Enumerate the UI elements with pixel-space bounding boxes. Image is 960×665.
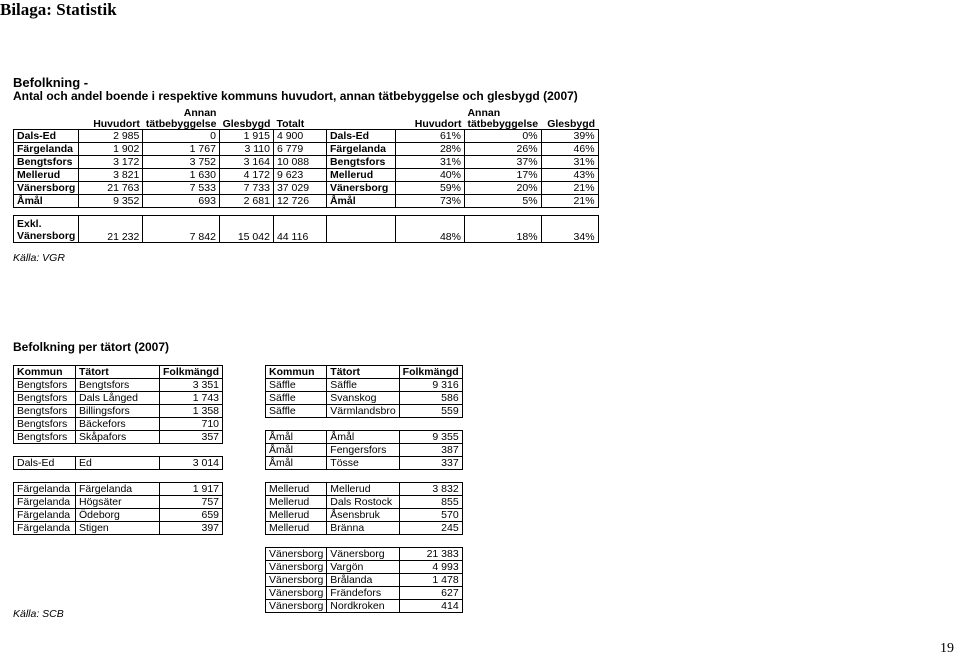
page-number: 19 bbox=[940, 641, 954, 656]
kommun-cell: Säffle bbox=[266, 392, 327, 405]
table-header-row bbox=[14, 366, 223, 379]
spacer-cell bbox=[14, 208, 79, 216]
count-cell: 3 164 bbox=[219, 156, 273, 169]
kommun-cell: Färgelanda bbox=[14, 509, 76, 522]
total-cell: 4 900 bbox=[273, 130, 326, 143]
folkmangd-cell: 337 bbox=[399, 457, 462, 470]
tatort-cell: Bengtsfors bbox=[76, 379, 160, 392]
share-cell: 21% bbox=[541, 195, 598, 208]
count-cell: 7 733 bbox=[219, 182, 273, 195]
spacer-cell bbox=[160, 470, 223, 483]
share-cell: 28% bbox=[395, 143, 464, 156]
count-cell: 2 985 bbox=[79, 130, 143, 143]
tatort-cell: Dals Rostock bbox=[327, 496, 399, 509]
table-row bbox=[14, 143, 599, 156]
table-header-row bbox=[266, 366, 463, 379]
kommun-cell: Vänersborg bbox=[266, 587, 327, 600]
count-cell: 21 763 bbox=[79, 182, 143, 195]
tatort-cell: Färgelanda bbox=[76, 483, 160, 496]
section2-heading: Befolkning per tätort (2007) bbox=[13, 340, 170, 354]
column-header: Tätort bbox=[327, 366, 399, 379]
tatort-cell: Nordkroken bbox=[327, 600, 399, 613]
column-header: Folkmängd bbox=[399, 366, 462, 379]
spacer-cell bbox=[266, 535, 327, 548]
spacer-row bbox=[266, 418, 463, 431]
count-cell: 3 821 bbox=[79, 169, 143, 182]
spacer-cell bbox=[219, 208, 273, 216]
table-row bbox=[14, 182, 599, 195]
spacer-cell bbox=[399, 470, 462, 483]
tatort-cell: Stigen bbox=[76, 522, 160, 535]
kommun-cell: Bengtsfors bbox=[14, 392, 76, 405]
share-cell: 34% bbox=[541, 216, 598, 243]
count-cell: 7 842 bbox=[143, 216, 220, 243]
spacer-row bbox=[14, 208, 599, 216]
excl-label-line1: Exkl. bbox=[17, 218, 42, 230]
folkmangd-cell: 21 383 bbox=[399, 548, 462, 561]
share-cell: 21% bbox=[541, 182, 598, 195]
table-row bbox=[14, 195, 599, 208]
total-cell: 9 623 bbox=[273, 169, 326, 182]
kommun-cell: Säffle bbox=[266, 405, 327, 418]
spacer-cell bbox=[76, 470, 160, 483]
folkmangd-cell: 1 358 bbox=[160, 405, 223, 418]
spacer-row bbox=[266, 470, 463, 483]
spacer-cell bbox=[399, 535, 462, 548]
kommun-cell: Vänersborg bbox=[266, 548, 327, 561]
source-scb: Källa: SCB bbox=[13, 608, 64, 620]
tatort-cell: Vänersborg bbox=[327, 548, 399, 561]
tatort-cell: Värmlandsbro bbox=[327, 405, 399, 418]
tatort-cell: Svanskog bbox=[327, 392, 399, 405]
share-column-header: Glesbygd bbox=[541, 108, 598, 130]
table-row bbox=[266, 483, 463, 496]
tatort-cell: Ed bbox=[76, 457, 160, 470]
spacer-row bbox=[14, 470, 223, 483]
municipality-name: Mellerud bbox=[14, 169, 79, 182]
folkmangd-cell: 245 bbox=[399, 522, 462, 535]
table-row bbox=[266, 405, 463, 418]
municipality-name-2: Mellerud bbox=[326, 169, 395, 182]
table-row bbox=[14, 457, 223, 470]
spacer-cell bbox=[79, 208, 143, 216]
section1-heading: Befolkning - bbox=[13, 75, 89, 90]
kommun-cell: Färgelanda bbox=[14, 522, 76, 535]
localities-table-left bbox=[13, 365, 223, 535]
kommun-cell: Säffle bbox=[266, 379, 327, 392]
folkmangd-cell: 1 478 bbox=[399, 574, 462, 587]
kommun-cell: Dals-Ed bbox=[14, 457, 76, 470]
total-cell: 37 029 bbox=[273, 182, 326, 195]
header-blank bbox=[326, 108, 395, 130]
table-row bbox=[266, 561, 463, 574]
population-distribution-table bbox=[13, 108, 599, 243]
share-cell: 31% bbox=[541, 156, 598, 169]
column-header: Folkmängd bbox=[160, 366, 223, 379]
kommun-cell: Vänersborg bbox=[266, 574, 327, 587]
folkmangd-cell: 3 832 bbox=[399, 483, 462, 496]
spacer-cell bbox=[541, 208, 598, 216]
tatort-cell: Åmål bbox=[327, 431, 399, 444]
kommun-cell: Åmål bbox=[266, 431, 327, 444]
table-row bbox=[14, 522, 223, 535]
folkmangd-cell: 757 bbox=[160, 496, 223, 509]
total-cell: 12 726 bbox=[273, 195, 326, 208]
folkmangd-cell: 4 993 bbox=[399, 561, 462, 574]
share-cell: 46% bbox=[541, 143, 598, 156]
folkmangd-cell: 855 bbox=[399, 496, 462, 509]
folkmangd-cell: 387 bbox=[399, 444, 462, 457]
spacer-cell bbox=[76, 444, 160, 457]
spacer-cell bbox=[327, 470, 399, 483]
total-cell: 6 779 bbox=[273, 143, 326, 156]
blank-cell bbox=[326, 216, 395, 243]
tatort-cell: Frändefors bbox=[327, 587, 399, 600]
tatort-cell: Högsäter bbox=[76, 496, 160, 509]
count-cell: 3 172 bbox=[79, 156, 143, 169]
spacer-cell bbox=[143, 208, 220, 216]
folkmangd-cell: 659 bbox=[160, 509, 223, 522]
table-row bbox=[266, 496, 463, 509]
share-cell: 17% bbox=[464, 169, 541, 182]
municipality-name: Färgelanda bbox=[14, 143, 79, 156]
page-title: Bilaga: Statistik bbox=[0, 0, 117, 19]
tatort-cell: Vargön bbox=[327, 561, 399, 574]
share-cell: 18% bbox=[464, 216, 541, 243]
table-row bbox=[14, 418, 223, 431]
share-cell: 20% bbox=[464, 182, 541, 195]
section1-subheading: Antal och andel boende i respektive kommuns huvudort, annan tätbebyggelse och glesbygd (2007) bbox=[13, 89, 578, 103]
header-corner bbox=[14, 108, 79, 130]
count-cell: 9 352 bbox=[79, 195, 143, 208]
count-cell: 3 752 bbox=[143, 156, 220, 169]
tatort-cell: Bäckefors bbox=[76, 418, 160, 431]
spacer-cell bbox=[395, 208, 464, 216]
kommun-cell: Färgelanda bbox=[14, 496, 76, 509]
table-row bbox=[266, 600, 463, 613]
folkmangd-cell: 3 014 bbox=[160, 457, 223, 470]
excl-row bbox=[14, 216, 599, 243]
count-cell: 4 172 bbox=[219, 169, 273, 182]
tatort-cell: Mellerud bbox=[327, 483, 399, 496]
spacer-cell bbox=[399, 418, 462, 431]
spacer-cell bbox=[273, 208, 326, 216]
tatort-cell: Dals Långed bbox=[76, 392, 160, 405]
folkmangd-cell: 586 bbox=[399, 392, 462, 405]
kommun-cell: Åmål bbox=[266, 444, 327, 457]
share-cell: 73% bbox=[395, 195, 464, 208]
column-header: Annan tätbebyggelse bbox=[143, 108, 220, 130]
share-column-header: Huvudort bbox=[395, 108, 464, 130]
share-cell: 61% bbox=[395, 130, 464, 143]
folkmangd-cell: 3 351 bbox=[160, 379, 223, 392]
tatort-cell: Säffle bbox=[327, 379, 399, 392]
spacer-cell bbox=[326, 208, 395, 216]
count-cell: 1 630 bbox=[143, 169, 220, 182]
share-cell: 59% bbox=[395, 182, 464, 195]
table-row bbox=[266, 587, 463, 600]
table-row bbox=[14, 169, 599, 182]
folkmangd-cell: 627 bbox=[399, 587, 462, 600]
count-cell: 15 042 bbox=[219, 216, 273, 243]
table-row bbox=[266, 457, 463, 470]
kommun-cell: Mellerud bbox=[266, 522, 327, 535]
share-cell: 37% bbox=[464, 156, 541, 169]
tatort-cell: Bränna bbox=[327, 522, 399, 535]
kommun-cell: Bengtsfors bbox=[14, 379, 76, 392]
total-cell: 10 088 bbox=[273, 156, 326, 169]
share-cell: 0% bbox=[464, 130, 541, 143]
spacer-cell bbox=[327, 418, 399, 431]
kommun-cell: Vänersborg bbox=[266, 561, 327, 574]
table-row bbox=[14, 379, 223, 392]
count-cell: 1 902 bbox=[79, 143, 143, 156]
municipality-name: Bengtsfors bbox=[14, 156, 79, 169]
tatort-cell: Skåpafors bbox=[76, 431, 160, 444]
spacer-cell bbox=[14, 470, 76, 483]
spacer-cell bbox=[327, 535, 399, 548]
tatort-cell: Åsensbruk bbox=[327, 509, 399, 522]
municipality-name-2: Bengtsfors bbox=[326, 156, 395, 169]
tatort-cell: Tösse bbox=[327, 457, 399, 470]
localities-table-right bbox=[265, 365, 463, 613]
share-column-header: Annan tätbebyggelse bbox=[464, 108, 541, 130]
spacer-cell bbox=[160, 444, 223, 457]
table-row bbox=[14, 509, 223, 522]
kommun-cell: Mellerud bbox=[266, 509, 327, 522]
column-header: Glesbygd bbox=[219, 108, 273, 130]
kommun-cell: Mellerud bbox=[266, 496, 327, 509]
count-cell: 693 bbox=[143, 195, 220, 208]
table-row bbox=[266, 444, 463, 457]
spacer-cell bbox=[266, 470, 327, 483]
kommun-cell: Mellerud bbox=[266, 483, 327, 496]
kommun-cell: Färgelanda bbox=[14, 483, 76, 496]
tatort-cell: Brålanda bbox=[327, 574, 399, 587]
table-row bbox=[14, 496, 223, 509]
table-row bbox=[266, 548, 463, 561]
table-row bbox=[14, 405, 223, 418]
tatort-cell: Ödeborg bbox=[76, 509, 160, 522]
kommun-cell: Bengtsfors bbox=[14, 431, 76, 444]
municipality-name-2: Vänersborg bbox=[326, 182, 395, 195]
table-row bbox=[266, 509, 463, 522]
tatort-cell: Fengersfors bbox=[327, 444, 399, 457]
folkmangd-cell: 1 743 bbox=[160, 392, 223, 405]
share-cell: 48% bbox=[395, 216, 464, 243]
folkmangd-cell: 9 316 bbox=[399, 379, 462, 392]
count-cell: 0 bbox=[143, 130, 220, 143]
kommun-cell: Bengtsfors bbox=[14, 405, 76, 418]
spacer-row bbox=[14, 444, 223, 457]
folkmangd-cell: 710 bbox=[160, 418, 223, 431]
table-row bbox=[14, 431, 223, 444]
count-cell: 3 110 bbox=[219, 143, 273, 156]
folkmangd-cell: 570 bbox=[399, 509, 462, 522]
municipality-name: Åmål bbox=[14, 195, 79, 208]
folkmangd-cell: 9 355 bbox=[399, 431, 462, 444]
folkmangd-cell: 414 bbox=[399, 600, 462, 613]
share-cell: 31% bbox=[395, 156, 464, 169]
municipality-name-2: Dals-Ed bbox=[326, 130, 395, 143]
column-header: Huvudort bbox=[79, 108, 143, 130]
kommun-cell: Bengtsfors bbox=[14, 418, 76, 431]
spacer-row bbox=[266, 535, 463, 548]
share-cell: 39% bbox=[541, 130, 598, 143]
tatort-cell: Billingsfors bbox=[76, 405, 160, 418]
table-row bbox=[266, 431, 463, 444]
count-cell: 1 767 bbox=[143, 143, 220, 156]
table-row bbox=[266, 574, 463, 587]
table-row bbox=[14, 156, 599, 169]
table-row bbox=[266, 379, 463, 392]
kommun-cell: Åmål bbox=[266, 457, 327, 470]
table-row bbox=[266, 522, 463, 535]
column-header: Totalt bbox=[273, 108, 326, 130]
table-row bbox=[14, 392, 223, 405]
municipality-name-2: Färgelanda bbox=[326, 143, 395, 156]
municipality-name: Vänersborg bbox=[14, 182, 79, 195]
table-row bbox=[14, 130, 599, 143]
column-header: Kommun bbox=[266, 366, 327, 379]
table-row bbox=[266, 392, 463, 405]
count-cell: 21 232 bbox=[79, 216, 143, 243]
count-cell: 7 533 bbox=[143, 182, 220, 195]
spacer-cell bbox=[464, 208, 541, 216]
table-row bbox=[14, 483, 223, 496]
excl-label-line2: Vänersborg bbox=[17, 230, 76, 242]
excl-label bbox=[14, 216, 79, 243]
count-cell: 1 915 bbox=[219, 130, 273, 143]
source-vgr: Källa: VGR bbox=[13, 252, 65, 264]
folkmangd-cell: 357 bbox=[160, 431, 223, 444]
column-header: Kommun bbox=[14, 366, 76, 379]
column-header: Tätort bbox=[76, 366, 160, 379]
spacer-cell bbox=[266, 418, 327, 431]
share-cell: 43% bbox=[541, 169, 598, 182]
folkmangd-cell: 397 bbox=[160, 522, 223, 535]
share-cell: 5% bbox=[464, 195, 541, 208]
kommun-cell: Vänersborg bbox=[266, 600, 327, 613]
folkmangd-cell: 559 bbox=[399, 405, 462, 418]
total-cell: 44 116 bbox=[273, 216, 326, 243]
spacer-cell bbox=[14, 444, 76, 457]
municipality-name-2: Åmål bbox=[326, 195, 395, 208]
table-header-row bbox=[14, 108, 599, 130]
share-cell: 26% bbox=[464, 143, 541, 156]
share-cell: 40% bbox=[395, 169, 464, 182]
folkmangd-cell: 1 917 bbox=[160, 483, 223, 496]
municipality-name: Dals-Ed bbox=[14, 130, 79, 143]
count-cell: 2 681 bbox=[219, 195, 273, 208]
